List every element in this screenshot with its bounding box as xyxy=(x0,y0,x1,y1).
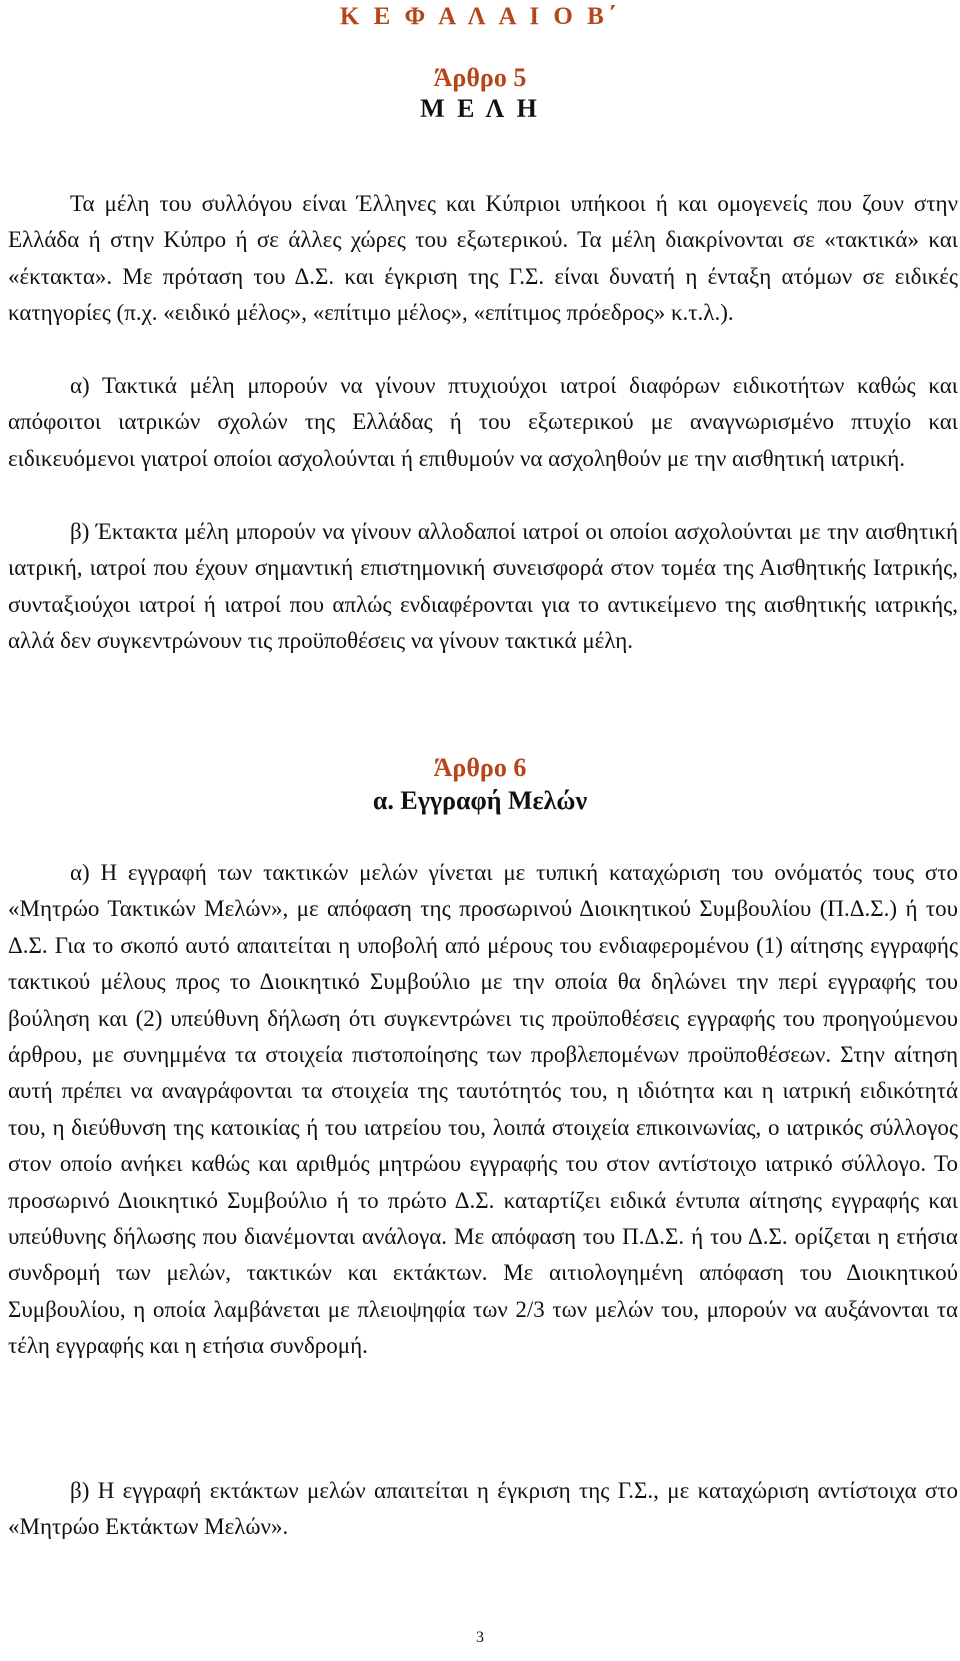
article-6-title: α. Εγγραφή Μελών xyxy=(372,786,588,815)
page-number: 3 xyxy=(476,1629,484,1646)
article-5-regular-members-paragraph: α) Τακτικά μέλη μπορούν να γίνουν πτυχιούχοι ιατροί διαφόρων ειδικοτήτων καθώς και απόφοιτοι ιατρικών σχολών της Ελλάδας ή του εξωτερικού με αναγνωρισμένο πτυχίο και ειδικευόμενοι γιατροί οποίοι ασχολούνται ή επιθυμούν να ασχοληθούν με την αισθητική ιατρική. xyxy=(8,373,958,471)
article-6-extraordinary-registration-paragraph: β) Η εγγραφή εκτάκτων μελών απαιτείται η έγκριση της Γ.Σ., με καταχώριση αντίστοιχα στο «Μητρώο Εκτάκτων Μελών». xyxy=(8,1478,958,1540)
article-5-intro-paragraph: Τα μέλη του συλλόγου είναι Έλληνες και Κύπριοι υπήκοοι ή και ομογενείς που ζουν στην Ελλάδα ή στην Κύπρο ή σε άλλες χώρες του εξωτερικού. Τα μέλη διακρίνονται σε «τακτικά» και «έκτακτα». Με πρόταση του Δ.Σ. και έγκριση της Γ.Σ. είναι δυνατή η ένταξη ατόμων σε ειδικές κατηγορίες (π.χ. «ειδικό μέλος», «επίτιμο μέλος», «επίτιμος πρόεδρος» κ.τ.λ.). xyxy=(8,191,958,326)
article-6-registration-paragraph: α) Η εγγραφή των τακτικών μελών γίνεται με τυπική καταχώριση του ονόματός τους στο «Μητρώο Τακτικών Μελών», με απόφαση της προσωρινού Διοικητικού Συμβουλίου (Π.Δ.Σ.) ή του Δ.Σ. Για το σκοπό αυτό απαιτείται η υποβολή από μέρους του ενδιαφερομένου (1) αίτησης εγγραφής τακτικού μέλους προς το Διοικητικό Συμβούλιο με την οποία θα δηλώνει την περί εγγραφής του βούληση και (2) υπεύθυνη δήλωση ότι συγκεντρώνει τις προϋποθέσεις εγγραφής του προηγούμενου άρθρου, με συνημμένα τα στοιχεία πιστοποίησης των προβλεπομένων προϋποθέσεων. Στην αίτηση αυτή πρέπει να αναγράφονται τα στοιχεία της ταυτότητός του, η ιδιότητα και η ιατρική ειδικότητά του, η διεύθυνση της κατοικίας ή του ιατρείου του, λοιπά στοιχεία επικοινωνίας, ο ιατρικός σύλλογος στον οποίο ανήκει καθώς και αριθμός μητρώου εγγραφής του στον αντίστοιχο ιατρικό σύλλογο. Το προσωρινό Διοικητικό Συμβούλιο ή το πρώτο Δ.Σ. καταρτίζει ειδικά έντυπα αίτησης εγγραφής και υπεύθυνης δήλωσης που διανέμονται ανάλογα. Με απόφαση του Π.Δ.Σ. ή του Δ.Σ. ορίζεται η ετήσια συνδρομή των μελών, τακτικών και εκτάκτων. Με αιτιολογημένη απόφαση του Διοικητικού Συμβουλίου, η οποία λαμβάνεται με πλειοψηφία των 2/3 των μελών του, μπορούν να αυξάνονται τα τέλη εγγραφής και η ετήσια συνδρομή. xyxy=(8,860,958,1359)
article-5-extraordinary-members-paragraph: β) Έκτακτα μέλη μπορούν να γίνουν αλλοδαποί ιατροί οι οποίοι ασχολούνται με την αισθητική ιατρική, ιατροί που έχουν σημαντική επιστημονική συνεισφορά στον τομέα της Αισθητικής Ιατρικής, συνταξιούχοι ιατροί ή ιατροί που απλώς ενδιαφέρονται για το αντικείμενο της αισθητικής ιατρικής, αλλά δεν συγκεντρώνουν τις προϋποθέσεις να γίνουν τακτικά μέλη. xyxy=(8,519,958,654)
article-6-number: Άρθρο 6 xyxy=(433,753,527,782)
article-5-title: Μ Ε Λ Η xyxy=(420,94,540,123)
article-5-number: Άρθρο 5 xyxy=(433,63,527,92)
chapter-title: Κ Ε Φ Α Λ Α Ι Ο Β΄ xyxy=(339,3,621,30)
